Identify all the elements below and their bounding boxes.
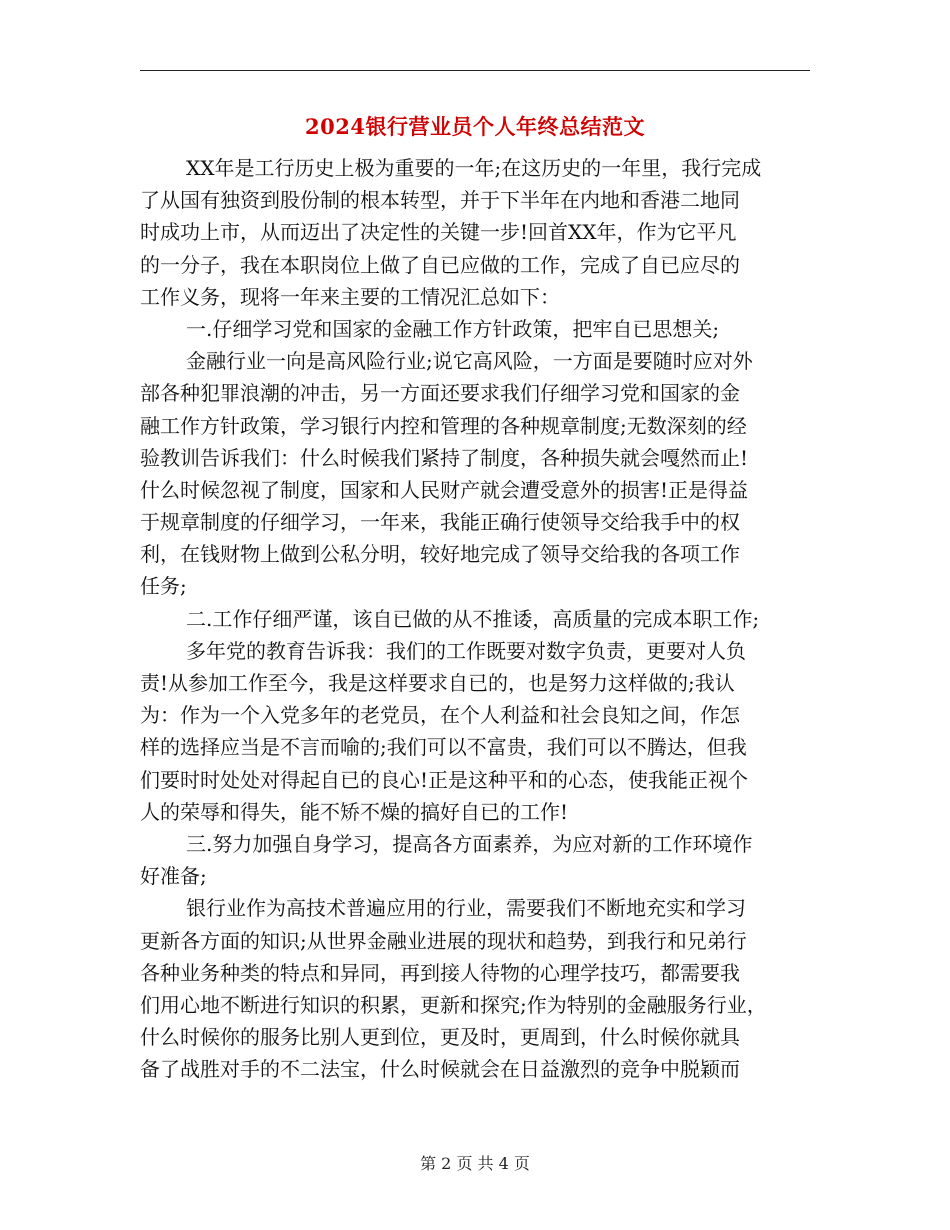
text-line: 什么时候你的服务比别人更到位，更及时，更周到，什么时候你就具 xyxy=(140,1025,740,1050)
document-body xyxy=(140,152,810,1085)
text-line: 责!从参加工作至今，我是这样要求自已的，也是努力这样做的;我认 xyxy=(140,671,735,695)
text-line: 人的荣辱和得失，能不矫不燥的搞好自已的工作! xyxy=(140,799,569,824)
text-line: 工作义务，现将一年来主要的工情况汇总如下： xyxy=(140,284,560,309)
section-heading-3: 三.努力加强自身学习，提高各方面素养，为应对新的工作环境作 xyxy=(186,831,753,856)
text-line: 验教训告诉我们：什么时候我们紧持了制度，各种损失就会嘎然而止! xyxy=(140,445,749,470)
text-line: 更新各方面的知识;从世界金融业进展的现状和趋势，到我行和兄弟行 xyxy=(140,928,747,953)
text-line: 任务; xyxy=(140,574,187,599)
text-line: 备了战胜对手的不二法宝，什么时候就会在日益激烈的竞争中脱颖而 xyxy=(140,1057,740,1082)
text-line: 各种业务种类的特点和异同，再到接人待物的心理学技巧，都需要我 xyxy=(140,960,740,985)
text-line: 为：作为一个入党多年的老党员，在个人利益和社会良知之间，作怎 xyxy=(140,703,740,728)
section-heading-1: 一.仔细学习党和国家的金融工作方针政策，把牢自已思想关; xyxy=(186,316,720,341)
text-line: 部各种犯罪浪潮的冲击，另一方面还要求我们仔细学习党和国家的金 xyxy=(140,381,740,406)
text-line: 利，在钱财物上做到公私分明，较好地完成了领导交给我的各项工作 xyxy=(140,542,740,567)
header-rule xyxy=(140,70,810,71)
text-line: 银行业作为高技术普遍应用的行业，需要我们不断地充实和学习 xyxy=(186,896,746,921)
text-line: XX年是工行历史上极为重要的一年;在这历史的一年里，我行完成 xyxy=(186,156,762,180)
text-line: 什么时候忽视了制度，国家和人民财产就会遭受意外的损害!正是得益 xyxy=(140,477,749,502)
section-heading-2: 二.工作仔细严谨，该自已做的从不推诿，高质量的完成本职工作; xyxy=(186,606,760,631)
text-line: 好准备; xyxy=(140,864,207,889)
text-line: 时成功上市，从而迈出了决定性的关键一步!回首XX年，作为它平凡 xyxy=(140,220,737,245)
text-line: 的一分子，我在本职岗位上做了自已应做的工作，完成了自已应尽的 xyxy=(140,252,740,277)
text-line: 于规章制度的仔细学习，一年来，我能正确行使领导交给我手中的权 xyxy=(140,510,740,535)
text-line: 样的选择应当是不言而喻的;我们可以不富贵，我们可以不腾达，但我 xyxy=(140,735,747,760)
document-title: 2024银行营业员个人年终总结范文 xyxy=(305,114,645,139)
text-line: 们要时时处处对得起自已的良心!正是这种平和的心态，使我能正视个 xyxy=(140,767,749,792)
text-line: 多年党的教育告诉我：我们的工作既要对数字负责，更要对人负 xyxy=(186,638,746,663)
text-line: 融工作方针政策，学习银行内控和管理的各种规章制度;无数深刻的经 xyxy=(140,413,747,438)
page-number-footer: 第 2 页 共 4 页 xyxy=(420,1154,530,1173)
text-line: 了从国有独资到股份制的根本转型，并于下半年在内地和香港二地同 xyxy=(140,188,740,213)
text-line: 金融行业一向是高风险行业;说它高风险，一方面是要随时应对外 xyxy=(186,349,753,374)
text-line: 们用心地不断进行知识的积累，更新和探究;作为特别的金融服务行业， xyxy=(140,992,767,1017)
